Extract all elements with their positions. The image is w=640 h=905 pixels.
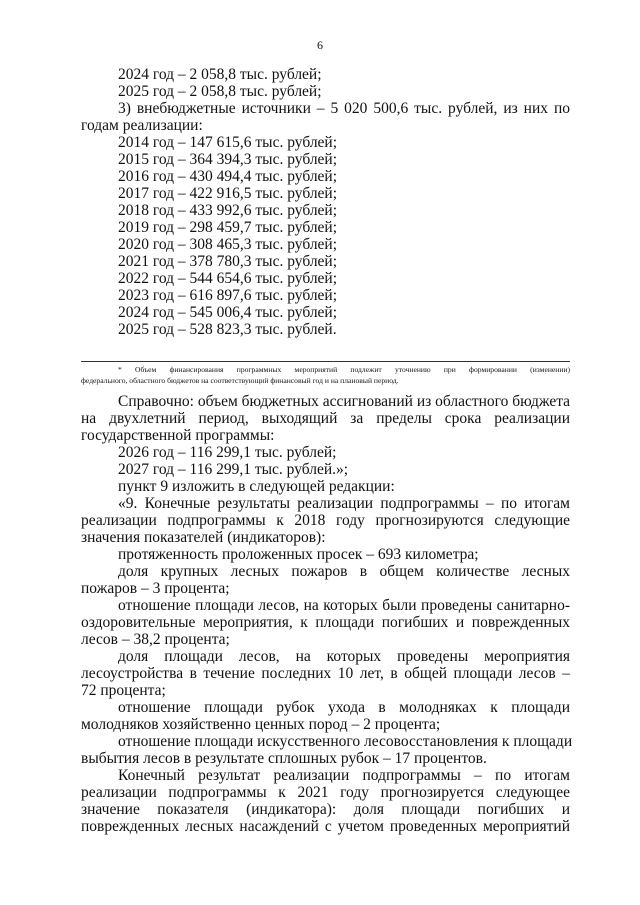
- year-line: 2022 год – 544 654,6 тыс. рублей;: [118, 270, 338, 287]
- text-line: оздоровительные мероприятия, к площади погибших и поврежденных: [81, 614, 570, 631]
- year-line: 2017 год – 422 916,5 тыс. рублей;: [118, 185, 338, 202]
- year-line: 2014 год – 147 615,6 тыс. рублей;: [118, 134, 338, 151]
- text-line: поврежденных лесных насаждений с учетом проведенных мероприятий: [81, 818, 570, 835]
- text-line: значение показателя (индикатора): доля площади погибших и: [81, 801, 570, 818]
- year-line: 2021 год – 378 780,3 тыс. рублей;: [118, 253, 338, 270]
- text-line: государственной программы:: [81, 427, 275, 444]
- text-line: лесов – 38,2 процента;: [81, 631, 230, 648]
- footnote-line: * Объем финансирования программных мероприятий подлежит уточнению при формировании (изменении): [118, 365, 570, 374]
- year-line: 2024 год – 545 006,4 тыс. рублей;: [118, 304, 338, 321]
- text-line: 72 процента;: [81, 682, 166, 699]
- year-line: 2020 год – 308 465,3 тыс. рублей;: [118, 236, 338, 253]
- text-line: 2027 год – 116 299,1 тыс. рублей.»;: [118, 461, 349, 478]
- year-line: 2019 год – 298 459,7 тыс. рублей;: [118, 219, 338, 236]
- year-line: 2025 год – 528 823,3 тыс. рублей.: [118, 321, 337, 338]
- page-number: 6: [317, 38, 323, 52]
- text-line: 3) внебюджетные источники – 5 020 500,6 тыс. рублей, из них по: [118, 100, 570, 117]
- text-line: 2024 год – 2 058,8 тыс. рублей;: [118, 66, 322, 83]
- text-line: молодняков хозяйственно ценных пород – 2 процента;: [81, 716, 441, 733]
- text-line: реализации подпрограммы к 2018 году прогнозируются следующие: [81, 512, 570, 529]
- text-line: доля крупных лесных пожаров в общем количестве лесных: [118, 563, 570, 580]
- text-line: доля площади лесов, на которых проведены мероприятия: [118, 648, 570, 665]
- footnote-divider: [81, 361, 570, 362]
- text-line: отношение площади рубок ухода в молодняках к площади: [118, 699, 570, 716]
- text-line: реализации подпрограммы к 2021 году прогнозируется следующее: [81, 784, 570, 801]
- text-line: пункт 9 изложить в следующей редакции:: [118, 478, 395, 495]
- year-line: 2016 год – 430 494,4 тыс. рублей;: [118, 168, 338, 185]
- text-line: отношение площади лесов, на которых были проведены санитарно-: [118, 597, 570, 614]
- text-line: «9. Конечные результаты реализации подпрограммы – по итогам: [118, 495, 570, 512]
- year-line: 2023 год – 616 897,6 тыс. рублей;: [118, 287, 338, 304]
- text-line: значения показателей (индикаторов):: [81, 529, 326, 546]
- text-line: 2026 год – 116 299,1 тыс. рублей;: [118, 444, 337, 461]
- text-line: Конечный результат реализации подпрограммы – по итогам: [118, 767, 570, 784]
- text-line: на двухлетний период, выходящий за пределы срока реализации: [81, 410, 570, 427]
- year-line: 2018 год – 433 992,6 тыс. рублей;: [118, 202, 338, 219]
- text-line: отношение площади искусственного лесовосстановления к площади: [118, 733, 573, 750]
- text-line: лесоустройства в течение последних 10 лет, в общей площади лесов –: [81, 665, 570, 682]
- year-line: 2015 год – 364 394,3 тыс. рублей;: [118, 151, 338, 168]
- text-line: Справочно: объем бюджетных ассигнований из областного бюджета: [118, 393, 571, 410]
- text-line: пожаров – 3 процента;: [81, 580, 230, 597]
- text-line: выбытия лесов в результате сплошных рубок – 17 процентов.: [81, 750, 487, 767]
- text-line: 2025 год – 2 058,8 тыс. рублей;: [118, 83, 322, 100]
- text-line: годам реализации:: [81, 117, 203, 134]
- text-line: протяженность проложенных просек – 693 километра;: [118, 546, 479, 563]
- footnote-line: федерального, областного бюджетов на соответствующий финансовый год и на плановый период.: [81, 376, 399, 385]
